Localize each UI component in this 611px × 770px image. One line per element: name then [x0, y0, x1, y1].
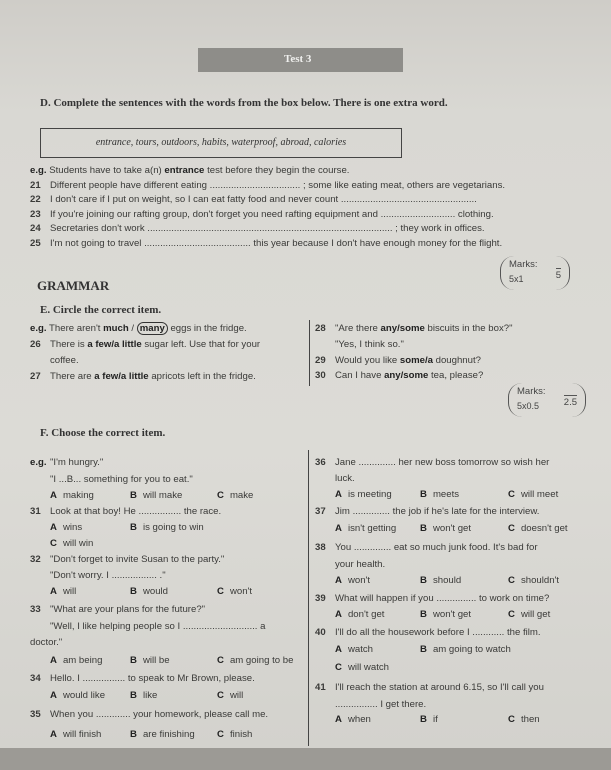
item-21: 21 Different people have different eating .................................. ; some like eating meat, others are vegetarians. — [30, 180, 506, 191]
option-c[interactable]: C will watch — [335, 662, 389, 673]
option-c[interactable]: C then — [508, 714, 540, 725]
item-24: 24 Secretaries don't work ............................................................................................ ; they work in offices. — [30, 223, 485, 234]
marks-calc: 5x1 — [509, 274, 524, 284]
item-38: 38 You .............. eat so much junk food. It's bad for — [315, 542, 538, 553]
e-example: e.g. There aren't much / many eggs in the fridge. — [30, 323, 247, 334]
option-c[interactable]: C shouldn't — [508, 575, 560, 586]
section-e-heading: E. Circle the correct item. — [40, 304, 162, 316]
test-title-band — [198, 48, 403, 72]
item-32-cont: "Don't worry. I ................. ." — [50, 570, 166, 581]
option-a[interactable]: A watch — [335, 644, 373, 655]
item-31: 31 Look at that boy! He ................ the race. — [30, 506, 222, 517]
item-39: 39 What will happen if you ............... to work on time? — [315, 593, 550, 604]
option-c[interactable]: C will — [217, 690, 244, 701]
marks-score: 5 — [555, 270, 561, 281]
test-title: Test 3 — [284, 53, 312, 65]
item-41: 41 I'll reach the station at around 6.15, so I'll call you — [315, 682, 544, 693]
option-c[interactable]: C am going to be — [217, 655, 294, 666]
option-c[interactable]: C won't — [217, 586, 253, 597]
f-example-cont: "I ...B... something for you to eat." — [50, 474, 193, 485]
item-26: 26 There is a few/a little sugar left. Use that for your — [30, 339, 261, 350]
item-37: 37 Jim .............. the job if he's late for the interview. — [315, 506, 540, 517]
option-b[interactable]: B meets — [420, 489, 460, 500]
section-d-heading: D. Complete the sentences with the words from the box below. There is one extra word. — [40, 97, 448, 109]
option-b[interactable]: B would — [130, 586, 169, 597]
option-c[interactable]: C will meet — [508, 489, 559, 500]
option-c[interactable]: C will win — [50, 538, 94, 549]
option-b[interactable]: B should — [420, 575, 462, 586]
option-a[interactable]: A will finish — [50, 729, 102, 740]
option-c[interactable]: C doesn't get — [508, 523, 568, 534]
marks-score: 2.5 — [563, 397, 577, 408]
item-33-cont2: doctor." — [30, 637, 63, 648]
column-divider — [308, 450, 309, 746]
item-23: 23 If you're joining our rafting group, don't forget you need rafting equipment and ............................ clothing. — [30, 209, 494, 220]
option-b[interactable]: B won't get — [420, 609, 472, 620]
item-36: 36 Jane .............. her new boss tomorrow so wish her — [315, 457, 550, 468]
option-b[interactable]: B is going to win — [130, 522, 204, 533]
item-40: 40 I'll do all the housework before I ............ the film. — [315, 627, 541, 638]
item-33: 33 "What are your plans for the future?" — [30, 604, 206, 615]
item-29: 29 Would you like some/a doughnut? — [315, 355, 481, 366]
option-a[interactable]: A when — [335, 714, 371, 725]
item-33-cont: "Well, I like helping people so I ............................ a — [50, 621, 266, 632]
item-28-cont: "Yes, I think so." — [335, 339, 404, 350]
option-c[interactable]: C make — [217, 490, 254, 501]
option-a[interactable]: A won't — [335, 575, 371, 586]
option-b[interactable]: B won't get — [420, 523, 472, 534]
option-b[interactable]: B am going to watch — [420, 644, 511, 655]
item-30: 30 Can I have any/some tea, please? — [315, 370, 484, 381]
item-32: 32 "Don't forget to invite Susan to the party." — [30, 554, 225, 565]
option-b[interactable]: B will be — [130, 655, 170, 666]
option-c[interactable]: C finish — [217, 729, 253, 740]
marks-box-e — [508, 383, 586, 417]
f-example: e.g. "I'm hungry." — [30, 457, 104, 468]
column-divider — [309, 320, 310, 386]
marks-label: Marks: — [509, 259, 538, 270]
item-25: 25 I'm not going to travel ........................................ this year because I don't have enough money for the flight. — [30, 238, 503, 249]
option-a[interactable]: A is meeting — [335, 489, 392, 500]
marks-label: Marks: — [517, 386, 546, 397]
word-list: entrance, tours, outdoors, habits, waterproof, abroad, calories — [95, 137, 347, 148]
item-36-cont: luck. — [335, 473, 355, 484]
item-35: 35 When you ............. your homework, please call me. — [30, 709, 269, 720]
item-38-cont: your health. — [335, 559, 386, 570]
section-f-heading: F. Choose the correct item. — [40, 427, 166, 439]
option-b[interactable]: B like — [130, 690, 158, 701]
grammar-heading: GRAMMAR — [37, 278, 110, 293]
option-b[interactable]: B will make — [130, 490, 183, 501]
option-a[interactable]: A wins — [50, 522, 83, 533]
word-box — [40, 128, 402, 158]
marks-calc: 5x0.5 — [517, 401, 540, 411]
option-b[interactable]: B are finishing — [130, 729, 195, 740]
option-b[interactable]: B if — [420, 714, 438, 725]
example-sentence: e.g. Students have to take a(n) entrance test before they begin the course. — [30, 165, 350, 176]
marks-box-d — [500, 256, 570, 290]
option-a[interactable]: A would like — [50, 690, 106, 701]
option-a[interactable]: A isn't getting — [335, 523, 397, 534]
item-41-cont: ................ I get there. — [335, 699, 427, 710]
option-a[interactable]: A don't get — [335, 609, 385, 620]
option-c[interactable]: C will get — [508, 609, 551, 620]
option-a[interactable]: A am being — [50, 655, 103, 666]
item-28: 28 "Are there any/some biscuits in the box?" — [315, 323, 513, 334]
option-a[interactable]: A making — [50, 490, 94, 501]
option-a[interactable]: A will — [50, 586, 77, 597]
item-27: 27 There are a few/a little apricots left in the fridge. — [30, 371, 256, 382]
item-34: 34 Hello. I ................ to speak to Mr Brown, please. — [30, 673, 255, 684]
item-22: 22 I don't care if I put on weight, so I can eat fatty food and never count ................................................... — [30, 194, 477, 205]
item-26-cont: coffee. — [50, 355, 79, 366]
